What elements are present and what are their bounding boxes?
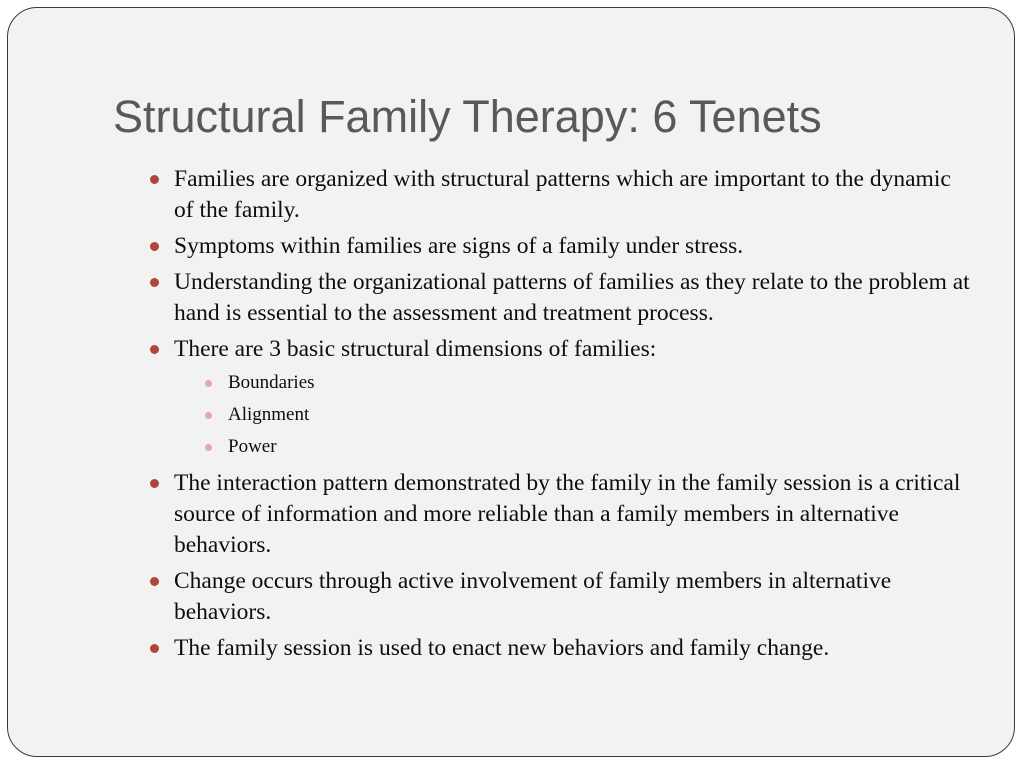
sub-bullet-dot-icon xyxy=(205,444,212,451)
sub-bullet-item xyxy=(174,367,970,399)
bullet-item xyxy=(150,468,970,561)
bullet-dot-icon xyxy=(150,242,159,251)
bullet-list xyxy=(150,164,970,664)
bullet-text: Understanding the organizational patterns of families as they relate to the problem at hand is essential to the assessment and treatment process. xyxy=(174,269,970,326)
bullet-text: Symptoms within families are signs of a family under stress. xyxy=(174,233,744,259)
bullet-item xyxy=(150,633,970,664)
bullet-item xyxy=(150,267,970,329)
bullet-dot-icon xyxy=(150,345,159,354)
bullet-text: There are 3 basic structural dimensions of families: xyxy=(174,336,657,362)
sub-bullet-text: Boundaries xyxy=(228,372,315,393)
sub-bullet-text: Power xyxy=(228,436,277,457)
bullet-dot-icon xyxy=(150,577,159,586)
slide-body xyxy=(150,164,970,669)
bullet-dot-icon xyxy=(150,278,159,287)
bullet-item xyxy=(150,334,970,463)
bullet-item xyxy=(150,164,970,226)
bullet-dot-icon xyxy=(150,175,159,184)
bullet-item xyxy=(150,566,970,628)
bullet-text: Change occurs through active involvement of family members in alternative behaviors. xyxy=(174,568,892,625)
sub-bullet-text: Alignment xyxy=(228,404,310,425)
bullet-text: Families are organized with structural patterns which are important to the dynamic of the family. xyxy=(174,166,951,223)
slide-title: Structural Family Therapy: 6 Tenets xyxy=(113,91,822,142)
sub-bullet-item xyxy=(174,431,970,463)
bullet-text: The family session is used to enact new behaviors and family change. xyxy=(174,635,830,661)
sub-bullet-list xyxy=(174,367,970,463)
bullet-item xyxy=(150,231,970,262)
bullet-text: The interaction pattern demonstrated by the family in the family session is a critical source of information and more reliable than a family members in alternative behaviors. xyxy=(174,470,961,558)
bullet-dot-icon xyxy=(150,479,159,488)
sub-bullet-item xyxy=(174,399,970,431)
sub-bullet-dot-icon xyxy=(205,380,212,387)
sub-bullet-dot-icon xyxy=(205,412,212,419)
bullet-dot-icon xyxy=(150,644,159,653)
